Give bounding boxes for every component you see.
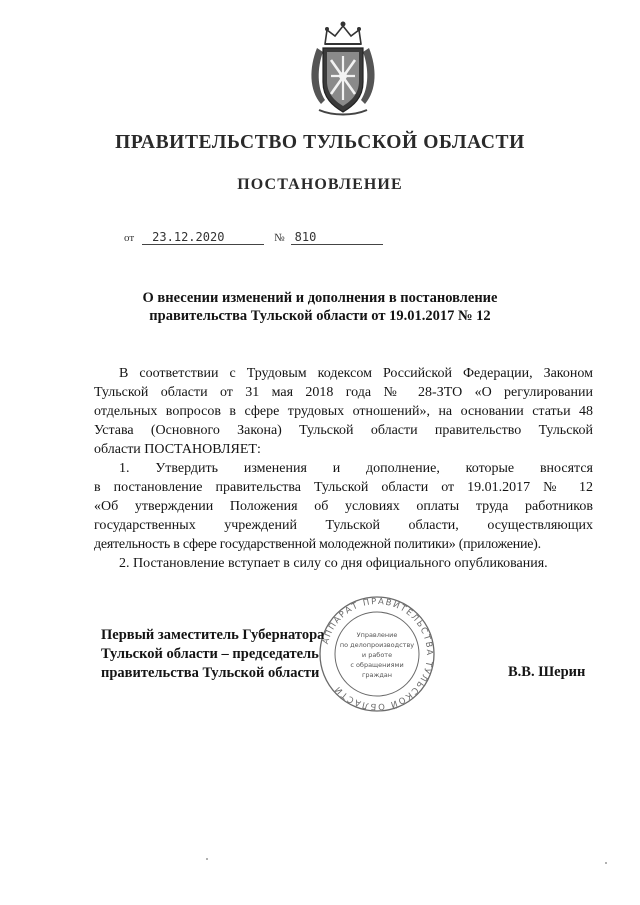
registration-line <box>124 228 383 246</box>
document-number: 810 <box>291 229 383 245</box>
document-subject <box>80 289 560 325</box>
stamp-line: по делопроизводству <box>339 641 415 649</box>
document-date: 23.12.2020 <box>142 229 264 245</box>
scan-speck <box>206 858 208 860</box>
signer-title-line: Первый заместитель Губернатора <box>101 627 325 643</box>
signer-title-line: Тульской области – председатель <box>101 646 319 662</box>
preamble-line: области ПОСТАНОВЛЯЕТ: <box>94 442 261 457</box>
item-line: 1. Утвердить изменения и дополнение, которые вносятся <box>119 461 593 476</box>
coat-of-arms-icon <box>303 18 383 118</box>
document-type: ПОСТАНОВЛЕНИЕ <box>237 176 403 193</box>
item-2-paragraph <box>94 554 593 573</box>
item-1-paragraph <box>94 459 593 554</box>
subject-line: правительства Тульской области от 19.01.2017 № 12 <box>149 308 491 324</box>
preamble-line: отдельных вопросов в сфере трудовых отношений», на основании статьи 48 <box>94 404 593 419</box>
preamble-line: Устава (Основного Закона) Тульской области правительство Тульской <box>94 423 593 438</box>
signer-title-line: правительства Тульской области <box>101 665 320 681</box>
number-prefix: № <box>274 232 285 244</box>
item-line: деятельность в сфере государственной молодежной политики» (приложение). <box>94 537 541 552</box>
item-line: 2. Постановление вступает в силу со дня официального опубликования. <box>119 556 548 571</box>
stamp-line: с обращениями <box>350 661 404 669</box>
item-line: в постановление правительства Тульской области от 19.01.2017 № 12 <box>94 480 593 495</box>
stamp-line: и работе <box>361 651 393 659</box>
item-line: государственных учреждений Тульской области, осуществляющих <box>94 518 593 533</box>
preamble-paragraph <box>94 364 593 459</box>
stamp-ring-text: АППАРАТ ПРАВИТЕЛЬСТВА ТУЛЬСКОЙ ОБЛАСТИ <box>320 596 435 712</box>
scan-speck <box>605 862 607 864</box>
signer-title <box>101 626 391 683</box>
preamble-line: Тульской области от 31 мая 2018 года № 28-ЗТО «О регулировании <box>94 385 593 400</box>
signer-name: В.В. Шерин <box>508 664 586 680</box>
stamp-line: Управление <box>356 631 398 639</box>
preamble-line: В соответствии с Трудовым кодексом Российской Федерации, Законом <box>119 366 593 381</box>
stamp-line: граждан <box>361 671 393 679</box>
item-line: «Об утверждении Положения об условиях оплаты труда работников <box>94 499 593 514</box>
subject-line: О внесении изменений и дополнения в постановление <box>142 290 498 306</box>
date-prefix: от <box>124 232 135 244</box>
government-name: ПРАВИТЕЛЬСТВО ТУЛЬСКОЙ ОБЛАСТИ <box>115 132 525 153</box>
